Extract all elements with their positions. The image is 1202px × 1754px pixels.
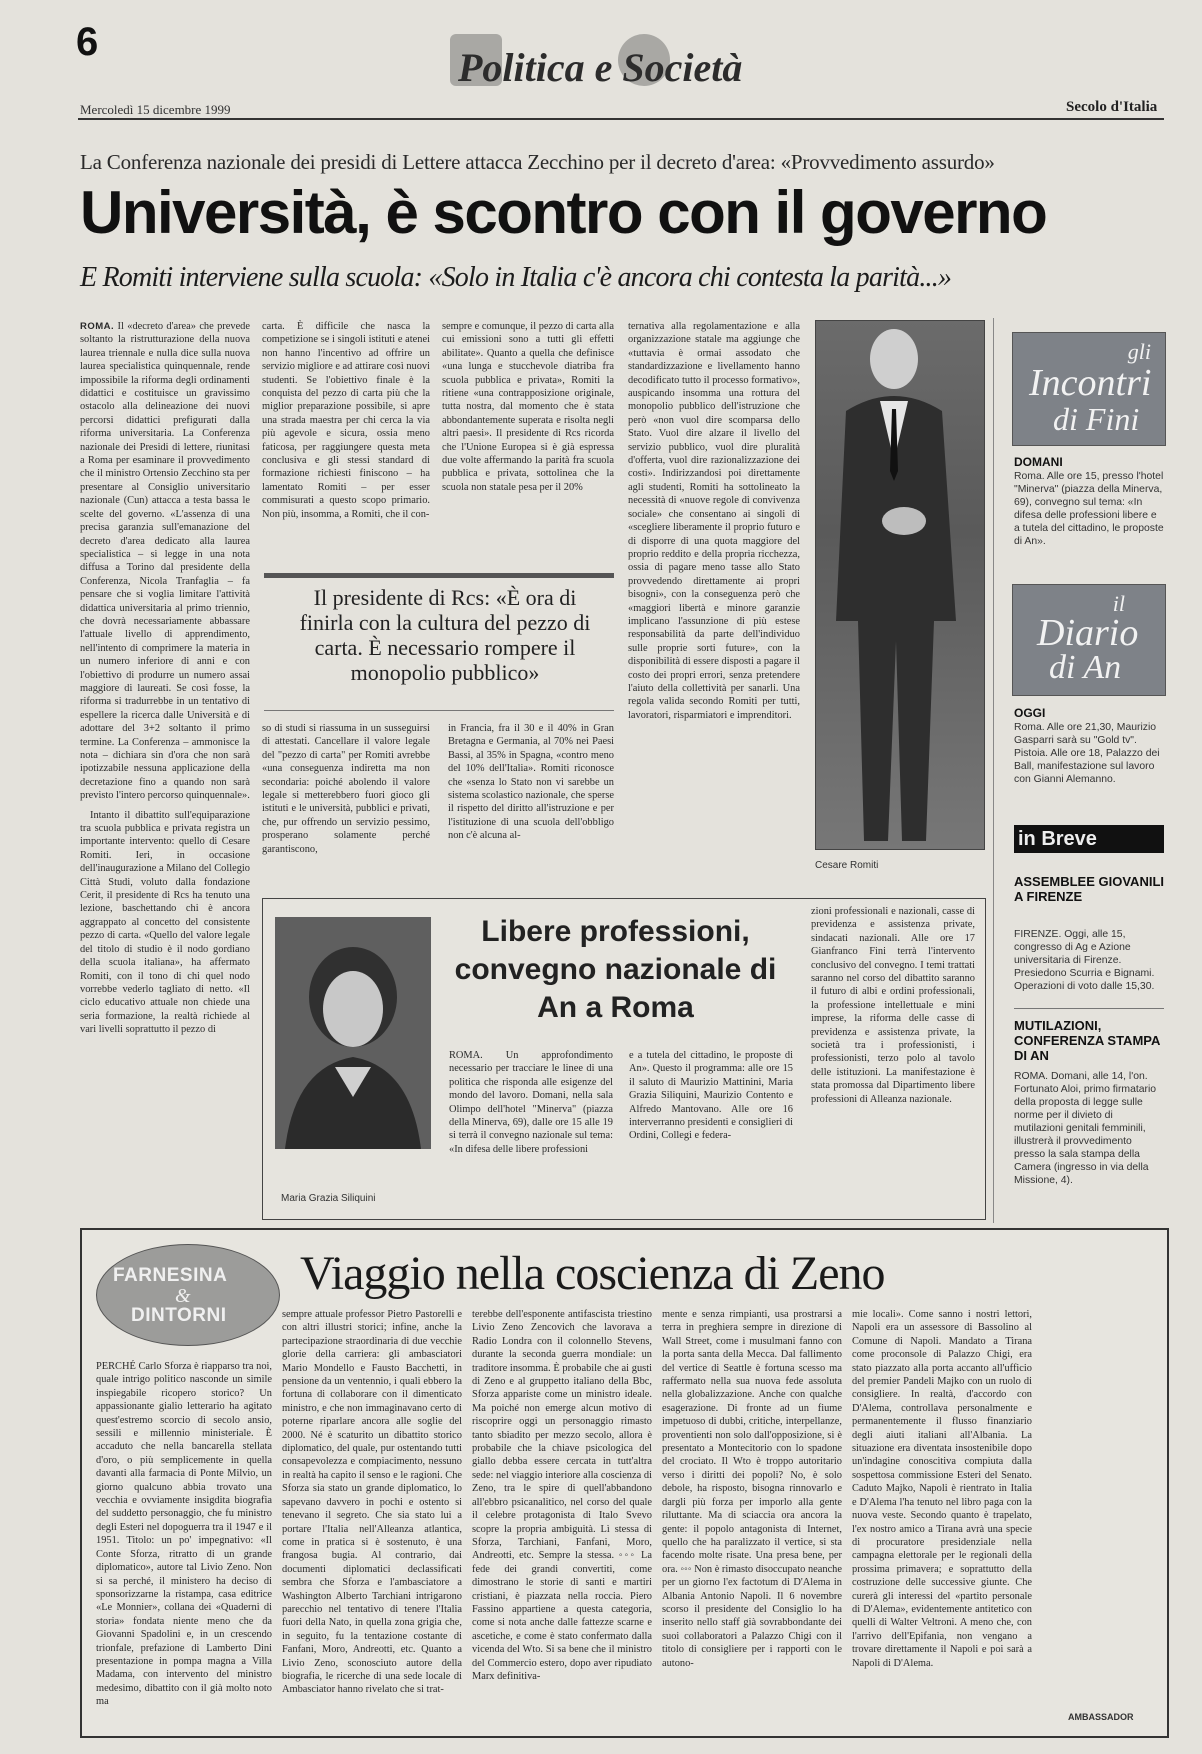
farnesina-box [80,1228,1169,1738]
professioni-column-2: e a tutela del cittadino, le proposte di An». Questo il programma: alle ore 15 il saluto di Maurizio Mattinini, Maria Grazia Siliquini, Maurizio Contento e Alfredo Mantovano. Alle ore 16 interverranno presidenti e consiglieri di Ordini, Collegi e federa- [629,1050,793,1142]
farnesina-logo-line2: DINTORNI [131,1305,227,1326]
breve-divider [1014,1008,1164,1009]
breve-1-text: FIRENZE. Oggi, alle 15, congresso di Ag e Azione universitaria di Firenze. Presiedono Scurria e Bignami. Operazioni di voto dalle 15,30. [1014,929,1155,992]
lead-headline: Università, è scontro con il governo [80,179,1047,246]
domani-label: DOMANI [1014,455,1063,469]
romiti-photo-caption: Cesare Romiti [815,860,879,871]
farnesina-headline: Viaggio nella coscienza di Zeno [300,1247,885,1300]
romiti-photo [815,320,985,850]
section-title [450,30,790,98]
professioni-column-3: zioni professionali e nazionali, casse di previdenza e assistenza private, sindacati nazionali. Alle ore 17 Gianfranco Fini terrà l'intervento conclusivo del convegno. I temi trattati saranno nel corso del dibattito saranno il futuro di albi e ordini professionali, la professione intellettuale e mini imprese, la riforma delle casse di previdenza e assistenza private, la società tra i professionisti, i professionisti, terzo polo al tavolo delle istituzioni. La manifestazione è stata promossa dal Dipartimento libere professioni di Alleanza nazionale. [811,906,975,1105]
incontri-small: gli [1127,339,1151,364]
issue-date: Mercoledì 15 dicembre 1999 [80,102,231,117]
domani-text: Roma. Alle ore 15, presso l'hotel "Minerva" (piazza della Minerva, 69), convegno sul tema: «In difesa delle professioni libere e a tutela del cittadino, le proposte di An». [1014,471,1164,547]
lead-column-2: carta. È difficile che nasca la competizione se i singoli istituti e atenei non hanno l'incentivo ad offrire un servizio migliore e ad attirare così nuovi studenti. Se l'obiettivo finale è la conquista del pezzo di carta più che la miglior preparazione possibile, si apre una strada maestra per chi cerca la via più agevole e sicura, ossia meno faticosa, per raggiungere questa meta conclusiva e gli stessi standard di formazione richiesti finiscono – ha lamentato Romiti – per esser commisurati a questo scopo primario. Non più, insomma, a Romiti, che il con- [262,321,430,520]
sidebar-divider [993,318,994,1223]
lead-column-3: sempre e comunque, il pezzo di carta alla cui emissioni sono a tutti gli effetti abilitate». Quanto a quella che definisce «una lunga e stucchevole diatriba fra scuola pubblica e privata», Romiti la ritiene «una contrapposizione originale, tutta nostra, dal momento che è stata abbondantemente superata e risolta negli altri paesi». Il presidente di Rcs ricorda che l'Unione Europea si è già espressa due volte affermando la parità fra scuola pubblica e privata, sottolinea che la scuola non statale pesa per il 20% [442,321,614,493]
lead-column-2b: so di studi si riassuma in un susseguirsi di attestati. Cancellare il valore legale del "pezzo di carta" per Romiti avrebbe «una conseguenza indiretta ma non secondaria: poiché abolendo il valore legale si metterebbero fuori gioco gli istituti e le università, pubblici e privati, che, pur offrendo un servizio pessimo, prosperano solamente perché garantiscono, [262,723,430,855]
siliquini-figure [275,917,431,1149]
lead-kicker: La Conferenza nazionale dei presidi di Lettere attacca Zecchino per il decreto d'area: «Provvedimento assurdo» [80,150,995,174]
professioni-column-1: ROMA. Un approfondimento necessario per tracciare le linee di una politica che risponda alle esigenze del mondo del lavoro. Domani, nella sala Olimpo dell'hotel "Minerva" (piazza della Minerva, 69), dalle ore 15 alle 19 si terrà il convegno nazionale sul tema: «In difesa delle libere professioni [449,1050,613,1155]
farnesina-column-4: mente e senza rimpianti, usa prostrarsi a terra in preghiera sempre in direzione di Wall Street, come i musulmani fanno con la porta santa della Mecca. Dal fallimento del vertice di Seattle è fortuna scesso ma raffermato nella sua nuova fede assoluta nella globalizzazione. Anche con qualche esagerazione. Di fronte ad un fiume impetuoso di dubbi, critiche, interpellanze, proventienti non solo dall'opposizione, si è presentato a Montecitorio con lo spadone del crociato. Il Wto è troppo autoritario verso i diritti dei popoli? No, è solo debole, ha risposto, bisogna rinnovarlo e dargli più forza per imporlo alla gente riluttante. Ma di sciaccia ora ancora la gente: il popolo antagonista di Internet, quello che ha paralizzato il vertice, si sta facendo molte risate. Una presa bene, per ora. ◦◦◦ Non è rimasto disoccupato neanche per un giorno l'ex factotum di D'Alema in Albania Antonio Napoli. Il 6 novembre scorso il presidente del Consiglio lo ha inserito nello staff già sovrabbondante dei suoi collaboratori a Palazzo Chigi con il titolo di consigliere per i rapporti con le autono- [662,1309,842,1669]
diario-di-an-box [1012,584,1166,696]
lead-column-1-text: Il «decreto d'area» che prevede soltanto la ristrutturazione della nuova laurea triennale e nulla dice sulla nuova laurea specialistica quinquennale, rende impossibile la riforma degli ordinamenti didattici e costituisce un gravissimo ostacolo alla delineazione dei nuovi percorsi didattici prefigurati dalla riforma universitaria. La Conferenza nazionale dei Presidi di lettere, riunitasi a Roma per esaminare il provvedimento che il ministro Ortensio Zecchino sta per presentare al Consiglio universitario nazionale (Cun) attacca a testa bassa le scelte del governo. «L'assenza di una precisa garanzia sull'emanazione del decreto d'area dedicato alla laurea specialistica – si legge in una nota diffusa a Torino dal presidente della Conferenza, Nicola Tranfaglia – fa pensare che si voglia limitare l'attività didattica universitaria al primo triennio, che dovrà necessariamente abbassare l'attuale livello di apprendimento, nell'intento di comprimere la materia in un numero inferiore di anni e con l'obiettivo di produrre un numero assai maggiore di laureati. Se così fosse, la riforma si tradurrebbe in un tentativo di espellere la ricerca dalle Università e di adottare del 3+2 soltanto il primo termine. La Conferenza – ammonisce la nota – dichiara sin d'ora che non sarà ipotizzabile nessuna applicazione della decretazione fino a quando non sarà previsto l'intero percorso quinquennale». [80,321,250,802]
pull-quote: Il presidente di Rcs: «È ora di finirla con la cultura del pezzo di carta. È necessario rompere il monopolio pubblico» [299,585,591,685]
farnesina-logo-line1: FARNESINA [113,1265,228,1286]
farnesina-signature: AMBASSADOR [1068,1712,1134,1722]
breve-2-headline: MUTILAZIONI, CONFERENZA STAMPA DI AN [1014,1018,1160,1063]
section-title-text: Politica e Società [458,45,743,90]
masthead-rule [78,118,1164,120]
siliquini-photo [275,917,431,1149]
pull-quote-top-rule [264,573,614,578]
oggi-text: Roma. Alle ore 21,30, Maurizio Gasparri sarà su "Gold tv". Pistoia. Alle ore 18, Palazzo dei Ball, manifestazione sul lavoro con Gianni Alemanno. [1014,722,1160,785]
diario-title: Diario [1037,612,1139,654]
lead-column-3b: in Francia, fra il 30 e il 40% in Gran Bretagna e Germania, al 70% nei Paesi Bassi, al 35% in Spagna, «contro meno del 10% dell'Italia». Romiti riconosce che «senza lo Stato non vi sarebbe un sistema scolastico nazionale, che sperse il rispetto del diritto all'istruzione e per l'istituzione di una scuola dell'obbligo non c'è alcuna al- [448,723,614,842]
pull-quote-bottom-rule [264,710,614,711]
farnesina-logo [96,1244,280,1346]
farnesina-column-2: sempre attuale professor Pietro Pastorelli e con altri illustri storici; infine, anche la partecipazione straordinaria di due vecchie glorie della carriera: gli ambasciatori Mario Mondello e Fausto Bacchetti, in pensione da un ventennio, i quali ebbero la fortuna di collaborare con il dimenticato ministro, e che non immaginavano certo di poterne riparlare ancora alle soglie del 2000. Né è scaturito un dibattito storico diplomatico, del quale, pur ostentando tutti consapevolezza e compiacimento, nessuno in realtà ha capito il senso e le ragioni. Che Sforza sia stato un grande diplomatico, lo sapevano davvero in pochi e ostento si tenevano il segreto. Che sia stato lui a portare l'Italia nell'Alleanza atlantica, come in pratica si è sostenuto, è una frangosa bugia. Al contrario, dai documenti diplomatici declassificati sembra che Sforza e l'ambasciatore a Washington Alberto Tarchiani intrigarono parecchio nel tentativo di tenere l'Italia fuori della Nato, in quella zona grigia che, in seguito, fu la tentazione costante di Fanfani, Moro, Andreotti, etc. Quanto a Livio Zeno, sconosciuto autore della biografia, le ricerche di una sede locale di Ambasciator hanno rivelato che si trat- [282,1309,462,1696]
lead-column-1b-text: Intanto il dibattito sull'equiparazione tra scuola pubblica e privata registra un importante intervento: quello di Cesare Romiti. Ieri, in occasione dell'inaugurazione a Milano del Collegio Città Studi, voluto dalla fondazione Cerit, il presidente di Rcs ha tenuto una lezione, baschettando chi è ancora aggrappato al concetto del consistente pezzo di carta. «Quello del valore legale del titolo di studio è il nodo gordiano della scuola italiana», ha affermato Romiti, con il tono di chi quel nodo vorrebbe vederlo tagliato di netto. «Il ciclo educativo attuale non chiede una seria formazione, la realtà richiede al vari livelli soprattutto il pezzo di [80,809,250,1036]
paper-name: Secolo d'Italia [1066,99,1158,115]
oggi-label: OGGI [1014,706,1046,720]
incontri-sub: di Fini [1053,401,1140,437]
farnesina-logo-amp: & [175,1285,191,1307]
breve-1-headline: ASSEMBLEE GIOVANILI A FIRENZE [1014,874,1164,904]
lead-column-4: ternativa alla regolamentazione e alla organizzazione statale ma aggiunge che «tuttavia è ormai assodato che standardizzazione e livellamento hanno decodificato tutto il processo formativo», auspicando insomma una rottura del monopolio pubblico dell'istruzione che però «non vuol dire scomparsa dello Stato. Vuol dire alzare il livello del servizio pubblico, vuol dire pluralità d'offerta, vuol dire razionalizzazione dei costi». Indirizzandosi poi direttamente agli studenti, Romiti ha sottolineato la necessità di «nuove regole di convivenza sociale» che consentano ai singoli di «scegliere liberamente il proprio futuro e di disporre di una quota maggiore del proprio reddito e della propria ricchezza, ossia di pagare meno tasse allo Stato provvedendo direttamente ai propri bisogni», con la conseguenza però che «maggiori libertà e minore garanzie implicano l'assunzione di più estese responsabilità da parte dell'individuo sulle proprie sorti future», con la disponibilità di essere disposti a pagare il costo dei propri errori, senza pretendere l'aiuto della collettività per sanarli. Una regola valida secondo Romiti per tutti, lavoratori, risparmiatori e imprenditori. [628,321,800,721]
farnesina-column-3: terebbe dell'esponente antifascista triestino Livio Zeno Zencovich che lavorava a Radio Londra con il colonnello Stevens, durante la seconda guerra mondiale: un traditore insomma. È probabile che ai gusti di Zeno e al gruppetto italiano della Bbc, Sforza appariste come un ministro ideale. Ma poiché non emerge alcun motivo di riscoprire oggi un personaggio rimasto tanto sbiadito per mezzo secolo, allora è probabile che la chiave psicologica del giallo debba essere cercata in tutt'altra sede: nel viaggio interiore alla coscienza di Zeno, tra le spire di quell'abbandono all'ebbro psicanalitico, nel corso del quale il celebre protagonista di Italo Svevo scopre la propria ambiguità. Lì stessa di Sforza, Tarchiani, Fanfani, Moro, Andreotti, etc. Sempre la stessa. ◦◦◦ La fede dei grandi convertiti, come dimostrano le storie di santi e martiri cristiani, è piazzata nella roccia. Piero Fassino appartiene a questa categoria, come si nota anche dalle fattezze scarne e ascetiche, e come è stato confermato dalla vicenda del Wto. Si sa bene che il ministro del Commercio estero, dopo aver ripudiato Marx definitiva- [472,1309,652,1682]
siliquini-photo-caption: Maria Grazia Siliquini [281,1193,376,1204]
professioni-box [262,898,986,1220]
breve-2-text: ROMA. Domani, alle 14, l'on. Fortunato Aloi, primo firmatario della proposta di legge sulle norme per il divieto di mutilazioni genitali femminili, illustrerà il provvedimento presso la sala stampa della Camera (ingresso in via della Missione, 4). [1014,1071,1157,1186]
incontri-title: Incontri [1029,362,1152,404]
diario-small: il [1112,591,1125,616]
incontri-di-fini-box [1012,332,1166,446]
lead-dateline: ROMA. [80,321,115,332]
page-number: 6 [76,20,99,64]
farnesina-column-1: PERCHÉ Carlo Sforza è riapparso tra noi, quale intrigo politico nasconde un simile inspiegabile ricopero storico? Un appassionante gialio letterario ha agitato quest'estremo scorcio di secolo ansio, sessili e millennio ministeriale. È accaduto che nella bancarella stellata d'oro, o più semplicemente in quella davanti alla farmacia di Ponte Milvio, un giorno qualcuno abbia trovato una vecchia e ovviamente insigdita biografia del suddetto personaggio, che fu ministro degli Esteri nel dopoguerra tra il 1947 e il 1951. Titolo: un po' impegnativo: «Il Conte Sforza, ritratto di un grande diplomatico», autore tal Livio Zeno. Non si sa perché, il ministero ha deciso di sponsorizzarne la ristampa, casa editrice «Le Monnier», collana dei «Quaderni di storia» fondata niente meno che da Giovanni Spadolini e, in un crescendo trionfale, prefazione di Lamberto Dini presentazione in pompa magna a Villa Madama, con intervento del ministro medesimo, dibattito con il già molto noto ma [96,1361,272,1708]
diario-sub: di An [1049,649,1122,686]
farnesina-column-5: mie locali». Come sanno i nostri lettori, Napoli era un assessore di Bassolino al Comune di Napoli. Mandato a Tirana come proconsole di Palazzo Chigi, era stato piazzato alla porta accanto all'ufficio del premier Pandeli Majko con un ruolo di consigliere. In realtà, d'accordo con D'Alema, controllava personalmente e permanentemente il flusso finanziario degli aiuti italiani all'Albania. La situazione era diventata insostenibile dopo un'indagine conoscitiva compiuta dalla sospettosa commissione Esteri del Senato. Caduto Majko, Napoli è rientrato in Italia e D'Alema l'ha tenuto nel libro paga con la nuova veste. Secondo quanto è trapelato, l'ex nostro amico a Tirana avrà una specie di procuratore presidenziale nella campagna elettorale per le regionali della prossima primavera; e soprattutto della costruzione delle successive giunte. Che curerà gli interessi del «partito personale di D'Alema», evidentemente antitetico con quelli di Walter Veltroni. A meno che, con l'arrivo dell'Epifania, non vengano a trovare direttamente il Napoli e poi sarà a Napoli di D'Alema. [852,1309,1032,1669]
in-breve-banner: in Breve [1014,825,1164,853]
romiti-figure [816,321,984,849]
lead-subhead: E Romiti interviene sulla scuola: «Solo in Italia c'è ancora chi contesta la parità...» [80,262,952,293]
professioni-headline: Libere professioni, convegno nazionale di An a Roma [454,915,777,1024]
